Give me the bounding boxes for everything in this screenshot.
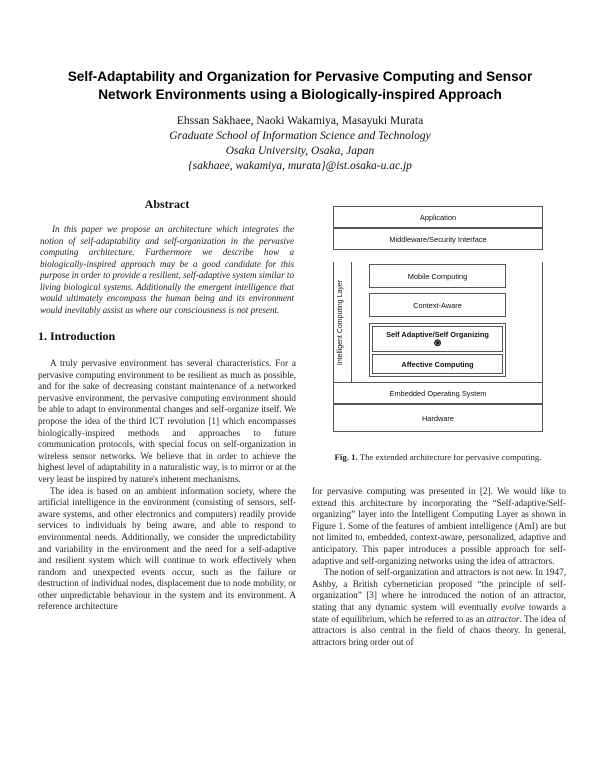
intro-paragraph-2: The idea is based on an ambient information society, where the artificial intelligence in the environment (consisting of sensors, self-aware systems, and other electronics and computers) readily provide services to individuals by being aware, and able to respond to environmental needs. Additionally, we consider the unpredictability and variability in the environment and the need for a self-adaptive and resilient system which will continue to work effectively when random and unexpected events occur, such as the failure or destruction of individual nodes, displacement due to node mobility, or other unpredictable behaviour in the system and its environment. A reference architecture [38, 485, 296, 612]
spiral-icon: ֍ [433, 338, 442, 348]
author-emails: {sakhaee, wakamiya, murata}@ist.osaka-u.ac.jp [188, 160, 412, 172]
caption-label: Fig. 1. [334, 452, 358, 462]
section-heading-introduction: 1. Introduction [38, 329, 116, 343]
author-names: Ehssan Sakhaee, Naoki Wakamiya, Masayuki Murata [176, 115, 424, 127]
affiliation-university: Osaka University, Osaka, Japan [225, 145, 375, 157]
para2-evolve: evolve [501, 601, 525, 612]
layer-embedded-os: Embedded Operating System [333, 382, 543, 404]
author-block [60, 114, 540, 174]
layer-hardware: Hardware [333, 404, 543, 432]
para2-part-b: towards a state of equilibrium, which he referred to as an [312, 601, 566, 624]
abstract-text: In this paper we propose an architecture which integrates the notion of self-adaptability and self-organization in the pervasive computing architecture. Furthermore we describe how a biologically-inspired approach may be a good candidate for this purpose in order to provide a resilient, self-adaptive system similar to living biological systems. Additionally the emergent intelligence that would ultimately encompass the human being and its environment would inevitably assist us where our consciousness is not present. [40, 224, 294, 315]
intro-paragraph-1: A truly pervasive environment has several characteristics. For a pervasive computing environment to be resilient as much as possible, and for the sake of decreasing constant maintenance of a networked pervasive environment, the pervasive computing environment should be able to adapt to environmental changes and self-organize itself. We propose the idea of the third ICT revolution [1] which encompasses biologically-inspired methods and approaches to future communication protocols, with special focus on self-organization in wireless sensor networks. We believe that in order to achieve the highest level of adaptability in a naturalistic way, is to mirror or at the very least be inspired by nature's inherent mechanisms. [38, 358, 296, 484]
para2-part-c: . The idea of attractors is also central in the field of chaos theory. In general, attractors bring order out of [312, 613, 566, 647]
self-adaptive-label: Self Adaptive/Self Organizing [386, 330, 489, 339]
left-column [38, 196, 296, 613]
right-column-text [312, 486, 566, 648]
caption-text: The extended architecture for pervasive computing. [357, 452, 542, 462]
para2-part-a: The notion of self-organization and attractors is not new. In 1947, Ashby, a British cybernetician proposed “the principle of self-organization” [3] where he introduced the notion of an attractor, stating that any dynamic system will eventually [312, 567, 566, 612]
figure-caption [318, 452, 558, 463]
affiliation-school: Graduate School of Information Science and Technology [169, 130, 431, 142]
box-mobile-computing: Mobile Computing [369, 264, 506, 288]
architecture-figure [333, 206, 543, 444]
para2-attractor: attractor [486, 613, 520, 624]
box-affective-computing: Affective Computing [372, 354, 503, 374]
intelligent-layer-label [335, 266, 347, 378]
abstract-heading: Abstract [144, 197, 190, 211]
layer-application: Application [333, 206, 543, 228]
figure-divider [351, 262, 352, 382]
paper-title: Self-Adaptability and Organization for Pervasive Computing and Sensor Network Environments using a Biologically-inspired Approach [67, 69, 533, 102]
box-context-aware: Context-Aware [369, 293, 506, 317]
right-paragraph-2 [312, 567, 566, 648]
box-self-adaptive [372, 326, 503, 352]
layer-middleware: Middleware/Security Interface [333, 228, 543, 250]
right-paragraph-1: for pervasive computing was presented in [2]. We would like to extend this architecture by incorporating the “Self-adaptive/Self-organizing” layer into the Intelligent Computing Layer as shown in Figure 1. Some of the features of ambient intelligence (AmI) are but not limited to, embedded, context-aware, personalized, adaptive and anticipatory. This paper introduces a possible approach for self-adaptive and self-organizing networks using the idea of attractors. [312, 486, 566, 566]
intelligent-layer-label-text: Intelligent Computing Layer [337, 279, 345, 365]
